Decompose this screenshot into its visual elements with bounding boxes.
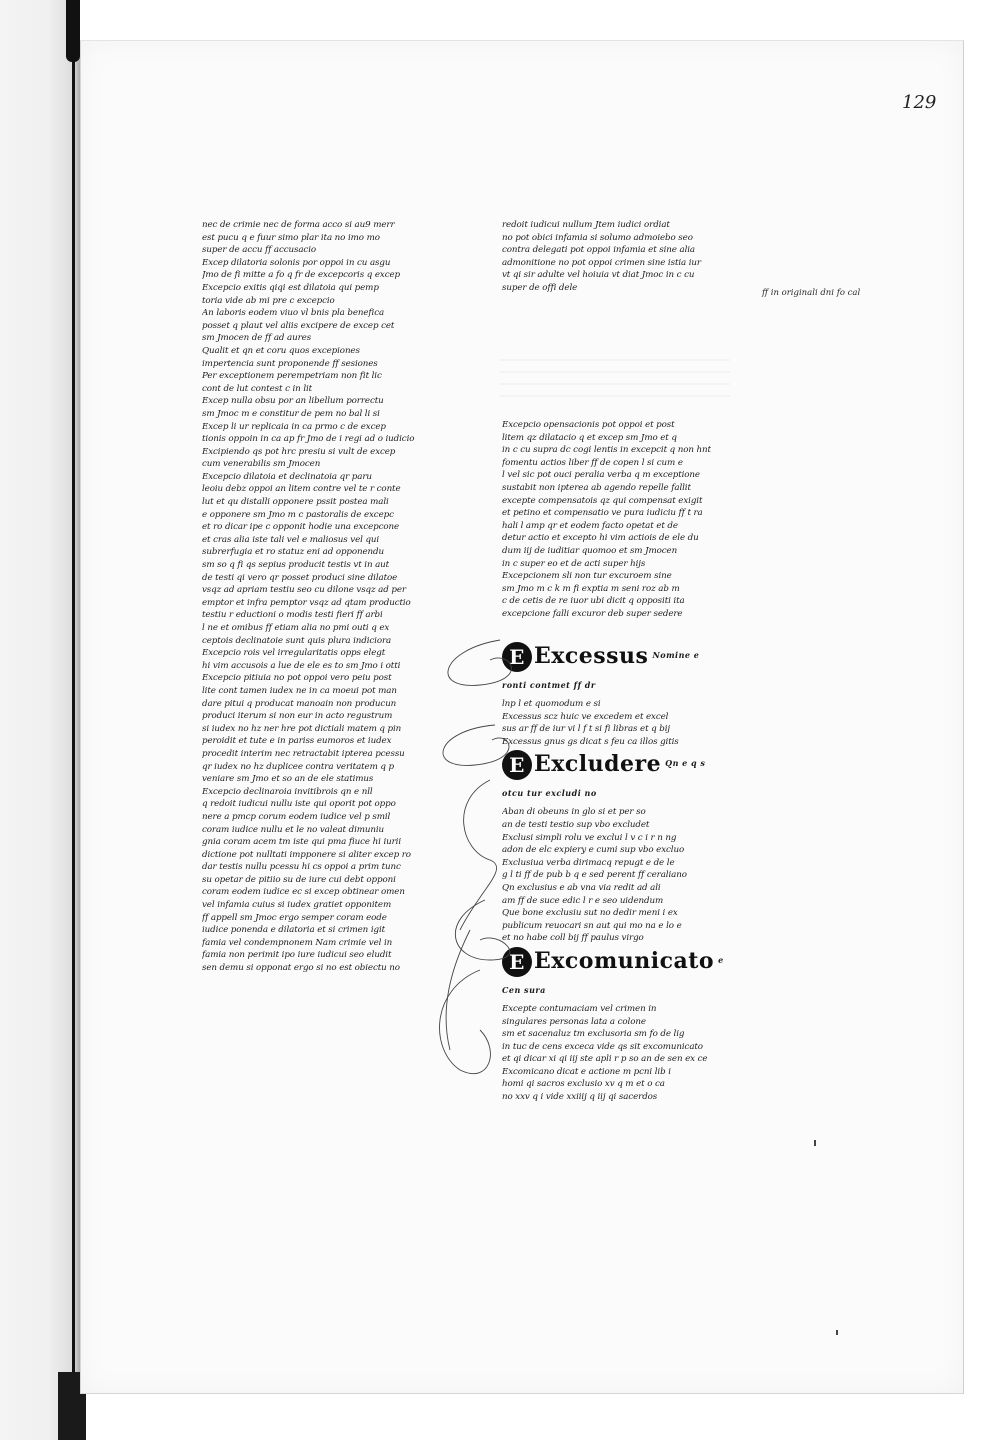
text-line: admonitione no pot oppoi crimen sine istia iur: [502, 257, 701, 268]
text-line: Excepcionem sli non tur excuroem sine: [502, 571, 672, 582]
text-line: adon de elc expiery e cumi sup vbo excluo: [502, 845, 685, 856]
heading-gloss: e Cen sura: [502, 954, 724, 995]
text-line: et petino et compensatio ve pura iudiciu ff t ra: [502, 508, 703, 519]
text-line: cum venerabilis sm Jmocen: [202, 459, 321, 470]
text-line: est pucu q e fuur simo plar ita no imo mo: [202, 232, 380, 243]
text-line: nere a pmcp corum eodem iudice vel p smil: [202, 811, 391, 822]
binding-mark-top: [66, 0, 80, 62]
text-line: Excep nulla obsu por an libellum porrectu: [202, 396, 384, 407]
book-spine: [0, 0, 80, 1440]
text-line: dum iij de iuditiar quomoo et sm Jmocen: [502, 545, 678, 556]
text-line: Exclusi simpli rolu ve exclui l v c i r n ng: [502, 832, 677, 843]
text-line: sus ar ff de iur vi l f t si fi libras et q bij: [502, 724, 671, 735]
text-line: et ro dicar ipe c opponit hodie una excepcone: [202, 522, 400, 533]
text-line: su opetar de pitiio su de iure cui debt opponi: [202, 874, 396, 885]
text-line: produci iterum si non eur in acto regustrum: [202, 711, 393, 722]
text-line: tionis oppoin in ca ap fr Jmo de i regi ad o iudicio: [202, 434, 415, 445]
text-line: Jmo de fi mitte a fo q fr de excepcoris q excep: [202, 270, 400, 281]
text-line: famia vel condempnonem Nam crimie vel in: [202, 937, 393, 948]
text-line: vel infamia cuius si iudex gratiet opponitem: [202, 900, 392, 911]
text-line: Excepcio rois vel irregularitatis opps elegt: [202, 648, 386, 659]
text-line: dictione pot nulltati impponere si aliter excep ro: [202, 849, 411, 860]
text-line: in tuc de cens exceca vide qs sit excomunicato: [502, 1041, 703, 1052]
text-line: sustabit non ipterea ab agendo repelle fallit: [502, 482, 691, 493]
text-line: q redoit iudicui nullu iste qui oporit pot oppo: [202, 799, 396, 810]
text-line: lite cont tamen iudex ne in ca moeui pot man: [202, 685, 397, 696]
text-line: hi vim accusois a lue de ele es to sm Jmo i otti: [202, 660, 401, 671]
text-line: detur actio et excepto hi vim actiois de ele du: [502, 533, 699, 544]
text-line: publicum reuocari sn aut qui mo na e lo e: [502, 920, 682, 931]
text-line: excepte compensatois qz qui compensat exigit: [502, 495, 703, 506]
text-line: gnia coram acem tm iste qui pma fiuce hi iurii: [202, 837, 402, 848]
text-line: dar testis nullu pcessu hi cs oppoi a prim tunc: [202, 862, 401, 873]
text-line: Excepte contumaciam vel crimen in: [502, 1003, 657, 1014]
gutter-line: [72, 0, 75, 1440]
left-text-column: [202, 219, 432, 975]
text-line: l vel sic pot ouci peralia verba q m exceptione: [502, 470, 700, 481]
text-line: Qn exclusius e ab vna via redit ad ali: [502, 882, 661, 893]
text-line: homi qi sacros exclusio xv q m et o ca: [502, 1079, 665, 1090]
text-line: sm Jmocen de ff ad aures: [202, 333, 312, 344]
text-line: procedit interim nec retractabit ipterea pcessu: [202, 748, 405, 759]
text-line: Qualit et qn et coru quos excepiones: [202, 345, 360, 356]
text-line: vt qi sir adulte vel hoiuia vt diat Jmoc in c cu: [502, 270, 695, 281]
text-line: et qi dicar xi qi iij ste apli r p so an de sen ex ce: [502, 1054, 708, 1065]
text-line: e opponere sm Jmo m c pastoralis de excepc: [202, 509, 394, 520]
headword: Excludere: [534, 751, 662, 778]
text-line: coram eodem iudice ec si excep obtinear omen: [202, 887, 405, 898]
text-line: vsqz ad apriam testiu seo cu dilone vsqz ad per: [202, 585, 406, 596]
text-line: c de cetis de re iuor ubi dicit q oppositi ita: [502, 596, 685, 607]
text-line: Excepcio declinaroia invitibrois qn e nll: [202, 786, 373, 797]
text-line: hali l amp qr et eodem facto opetat et de: [502, 520, 678, 531]
decorated-initial: E: [502, 947, 532, 977]
text-line: lut et qu distalli opponere pssit postea mali: [202, 497, 389, 508]
margin-note: ff in originali dni fo cal: [762, 288, 861, 298]
text-line: impertencia sunt proponende ff sesiones: [202, 358, 378, 369]
text-line: dare pitui q producat manoain non producun: [202, 698, 397, 709]
headword: Excessus: [534, 643, 649, 669]
right-column-main-block: [502, 419, 724, 621]
text-line: sm Jmo m c k m fi exptia m seni roz ab m: [502, 583, 680, 594]
text-line: Excipiendo qs pot hrc presiu si vult de excep: [202, 446, 396, 457]
text-line: super de offi dele: [502, 282, 578, 293]
text-line: et no habe coll bij ff paulus virgo: [502, 933, 644, 944]
decorated-initial: E: [502, 642, 532, 672]
text-line: si iudex no hz ner hre pot dictiali matem q pin: [202, 723, 402, 734]
text-line: veniare sm Jmo et so an de ele statimus: [202, 774, 374, 785]
decorated-initial: E: [502, 750, 532, 780]
faint-ruling-lines: [500, 300, 730, 420]
text-line: Excepcio exitis qiqi est dilatoia qui pemp: [202, 282, 379, 293]
text-line: sm so q fi qs sepius producit testis vt in aut: [202, 560, 390, 571]
ink-speck: [836, 1330, 838, 1335]
text-line: coram iudice nullu et le no valeat dimuniu: [202, 824, 385, 835]
text-line: singulares personas lata a colone: [502, 1016, 646, 1027]
right-column-top-block: [502, 219, 724, 295]
text-line: in c cu supra dc cogi lentis in excepcit q non hnt: [502, 445, 711, 456]
text-line: Excessus scz huic ve excedem et excel: [502, 711, 669, 722]
text-line: emptor et infra pemptor vsqz ad qtam productio: [202, 597, 411, 608]
text-line: leoiu debz oppoi an litem contre vel te r conte: [202, 484, 401, 495]
pen-flourish-decoration: [420, 630, 560, 1090]
heading-gloss: Nomine e ronti contmet ff dr: [502, 650, 700, 690]
text-line: no pot obici infamia si solumo admoiebo seo: [502, 232, 693, 243]
text-line: et cras alia iste tali vel e maliosus vel qui: [202, 534, 380, 545]
text-line: contra delegati pot oppoi infamia et sine alia: [502, 245, 696, 256]
text-line: Excep li ur replicaia in ca prmo c de excep: [202, 421, 386, 432]
heading-gloss: Qn e q s otcu tur excludi no: [502, 758, 706, 799]
text-line: subrerfugia et ro statuz eni ad opponendu: [202, 547, 384, 558]
text-line: excepcione falli excuror deb super sedere: [502, 608, 683, 619]
text-line: cont de lut contest c in lit: [202, 383, 313, 394]
text-line: Per exceptionem perempetriam non fit lic: [202, 371, 382, 382]
text-line: Excomicano dicat e actione m pcni lib i: [502, 1066, 671, 1077]
text-line: sm et sacenaluz tm exclusoria sm fo de lig: [502, 1029, 685, 1040]
text-line: g l ti ff de pub b q e sed perent ff ceraliano: [502, 870, 687, 881]
text-line: Excepcio dilatoia et declinatoia qr paru: [202, 471, 372, 482]
text-line: de testi qi vero qr posset produci sine dilatoe: [202, 572, 398, 583]
text-line: am ff de suce edic l r e seo uidendum: [502, 895, 664, 906]
ink-speck: [814, 1140, 816, 1146]
text-line: ff appell sm Jmoc ergo semper coram eode: [202, 912, 387, 923]
text-line: An laboris eodem viuo vl bnis pla benefica: [202, 308, 385, 319]
text-line: iudice ponenda e dilatoria et si crimen igit: [202, 925, 386, 936]
text-line: nec de crimie nec de forma acco si au9 merr: [202, 220, 395, 230]
text-line: Excepcio pitiuia no pot oppoi vero peiu post: [202, 673, 392, 684]
text-line: fomentu actios liber ff de copen l si cum e: [502, 457, 683, 468]
text-line: ceptois declinatoie sunt quis plura indiciora: [202, 635, 392, 646]
text-line: peroidit et tute e in pariss eumoros et iudex: [202, 736, 392, 747]
text-line: sm Jmoc m e constitur de pem no bal li si: [202, 408, 380, 419]
text-line: lnp l et quomodum e si: [502, 699, 601, 709]
text-line: famia non perimit ipo iure iudicui seo eludit: [202, 950, 392, 961]
text-line: an de testi testio sup vbo excludet: [502, 819, 650, 830]
headword: Excomunicato: [534, 947, 715, 974]
text-line: Excepcio opensacionis pot oppoi et post: [502, 420, 675, 430]
folio-number: 129: [902, 92, 937, 113]
text-line: super de accu ff accusacio: [202, 245, 317, 256]
text-line: l ne et omibus ff etiam alia no pmi outi q ex: [202, 623, 390, 633]
text-line: sen demu si opponat ergo si no est obiectu no: [202, 963, 400, 974]
text-line: testiu r eductioni o modis testi fieri ff arbi: [202, 610, 383, 621]
text-line: Aban di obeuns in glo si et per so: [502, 807, 646, 818]
text-line: posset q plaut vel aliis excipere de excep cet: [202, 320, 395, 331]
text-line: Exclusiua verba dirimacq repugt e de le: [502, 857, 675, 868]
text-line: no xxv q i vide xxiiij q iij qi sacerdos: [502, 1092, 658, 1103]
text-line: redoit iudicui nullum Jtem iudici ordiat: [502, 220, 670, 230]
text-line: in c super eo et de acti super hijs: [502, 558, 646, 569]
text-line: Excessus gnus gs dicat s feu ca illos gitis: [502, 736, 679, 747]
text-line: Que bone exclusiu sut no dedir meni i ex: [502, 908, 678, 919]
text-line: qr iudex no hz duplicee contra veritatem q p: [202, 761, 394, 772]
text-line: toria vide ab mi pre c excepcio: [202, 295, 335, 306]
text-line: Excep dilatoria solonis por oppoi in cu asgu: [202, 257, 391, 268]
text-line: litem qz dilatacio q et excep sm Jmo et q: [502, 432, 677, 443]
